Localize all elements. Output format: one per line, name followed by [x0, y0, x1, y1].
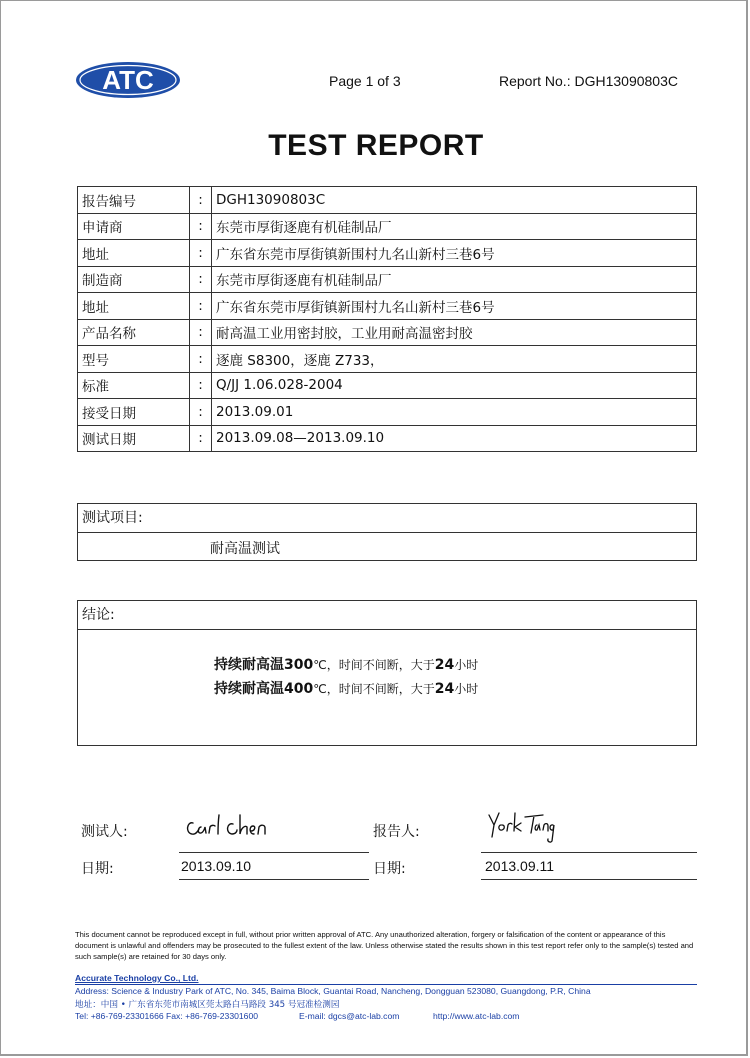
info-colon: : [190, 266, 212, 293]
info-row [78, 293, 697, 320]
info-value: DGH13090803C [212, 187, 697, 214]
page-title: TEST REPORT [268, 129, 484, 162]
test-items-heading: 测试项目: [78, 504, 696, 533]
info-row [78, 372, 697, 399]
tester-signature [183, 809, 269, 843]
info-row [78, 187, 697, 214]
info-value: 2013.09.08—2013.09.10 [212, 425, 697, 452]
footer-rule [75, 984, 697, 985]
info-row [78, 213, 697, 240]
company-name: Accurate Technology Co., Ltd. [75, 973, 199, 983]
email: E-mail: dgcs@atc-lab.com [299, 1011, 400, 1021]
info-key: 型号 [78, 346, 190, 373]
info-row [78, 266, 697, 293]
report-number: Report No.: DGH13090803C [499, 73, 678, 89]
info-colon: : [190, 293, 212, 320]
info-table [77, 186, 697, 452]
info-value: Q/JJ 1.06.028-2004 [212, 372, 697, 399]
telephone-fax: Tel: +86-769-23301666 Fax: +86-769-23301600 [75, 1011, 258, 1021]
website: http://www.atc-lab.com [433, 1011, 520, 1021]
info-value: 2013.09.01 [212, 399, 697, 426]
conclusion-lines [214, 653, 478, 701]
tester-signature-line [179, 852, 369, 853]
info-key: 制造商 [78, 266, 190, 293]
atc-logo [75, 61, 181, 99]
info-key: 申请商 [78, 213, 190, 240]
info-value: 逐鹿 S8300，逐鹿 Z733， [212, 346, 697, 373]
info-colon: : [190, 399, 212, 426]
info-colon: : [190, 213, 212, 240]
reporter-label: 报告人: [373, 824, 420, 840]
info-row [78, 399, 697, 426]
reporter-signature-line [481, 852, 697, 853]
tester-label: 测试人: [81, 824, 128, 840]
info-key: 地址 [78, 240, 190, 267]
date-right: 2013.09.11 [485, 858, 555, 874]
date-line-left [179, 879, 369, 880]
address-cn: 地址：中国 • 广东省东莞市南城区莞太路白马路段 345 号冠准检测园 [75, 1000, 340, 1010]
info-colon: : [190, 240, 212, 267]
info-key: 测试日期 [78, 425, 190, 452]
info-colon: : [190, 372, 212, 399]
date-label-right: 日期: [373, 861, 406, 877]
conclusion-line-1: 持续耐高温300℃，时间不间断，大于24小时 [214, 657, 479, 673]
info-key: 报告编号 [78, 187, 190, 214]
disclaimer: This document cannot be reproduced except in full, without prior written approval of ATC. Any unauthorized alteration, forgery or falsification of the content or appearance of this document is unlawful and offenders may be prosecuted to the fullest extent of the law. Unless otherwise stated the results shown in this test report refer only to the sample(s) tested and such sample(s) are retained for 30 days only. [75, 930, 694, 961]
info-value: 耐高温工业用密封胶，工业用耐高温密封胶 [212, 319, 697, 346]
info-key: 接受日期 [78, 399, 190, 426]
info-key: 产品名称 [78, 319, 190, 346]
date-label-left: 日期: [81, 861, 114, 877]
info-row [78, 319, 697, 346]
address-en: Address: Science & Industry Park of ATC, No. 345, Baima Block, Guantai Road, Nancheng, Dongguan 523080, Guangdong, P.R, China [75, 986, 591, 996]
info-key: 标准 [78, 372, 190, 399]
info-colon: : [190, 187, 212, 214]
conclusion-heading: 结论: [78, 601, 696, 630]
info-colon: : [190, 346, 212, 373]
info-value: 东莞市厚街逐鹿有机硅制品厂 [212, 266, 697, 293]
reporter-signature [485, 807, 557, 845]
conclusion-box [77, 600, 697, 746]
test-item: 耐高温测试 [210, 541, 280, 557]
logo-text: ATC [102, 65, 154, 95]
info-value: 东莞市厚街逐鹿有机硅制品厂 [212, 213, 697, 240]
info-key: 地址 [78, 293, 190, 320]
info-value: 广东省东莞市厚街镇新围村九名山新村三巷6号 [212, 293, 697, 320]
info-row [78, 240, 697, 267]
test-items-box [77, 503, 697, 561]
info-row [78, 425, 697, 452]
date-line-right [481, 879, 697, 880]
page-number: Page 1 of 3 [329, 73, 401, 89]
info-colon: : [190, 319, 212, 346]
info-value: 广东省东莞市厚街镇新围村九名山新村三巷6号 [212, 240, 697, 267]
info-row [78, 346, 697, 373]
conclusion-line-2: 持续耐高温400℃，时间不间断，大于24小时 [214, 681, 479, 697]
date-left: 2013.09.10 [181, 858, 252, 874]
info-colon: : [190, 425, 212, 452]
